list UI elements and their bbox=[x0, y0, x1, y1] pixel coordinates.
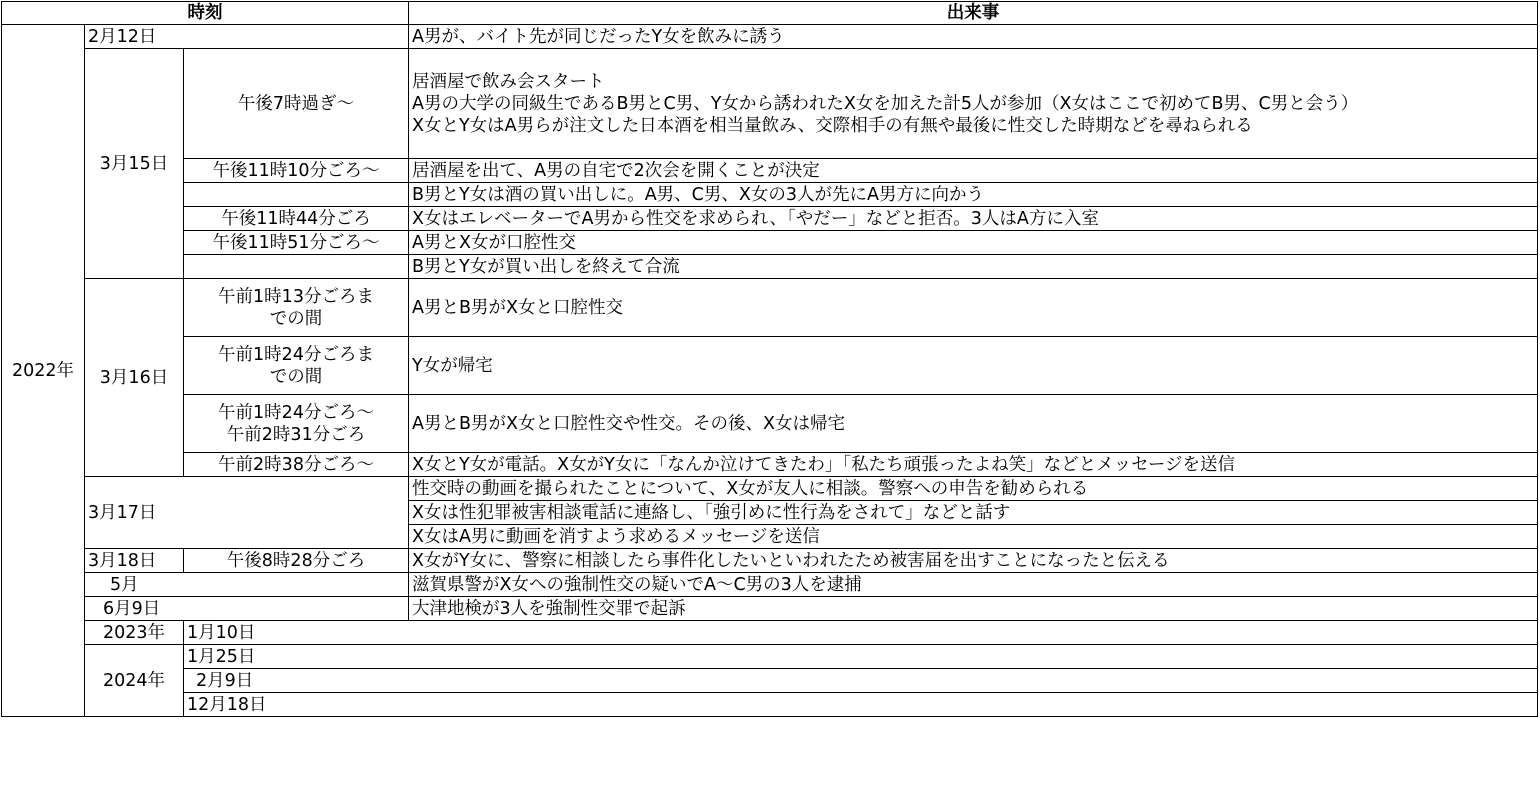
timeline-table-wrapper bbox=[1, 1, 1538, 717]
date-cell: 5月 bbox=[85, 573, 409, 597]
time-cell: 午後11時10分ごろ～ bbox=[184, 159, 409, 183]
event-cell: X女とY女が電話。X女がY女に「なんか泣けてきたわ」「私たち頑張ったよね笑」などとメッセージを送信 bbox=[409, 453, 1538, 477]
table-row bbox=[2, 621, 1538, 645]
table-row bbox=[2, 549, 1538, 573]
header-row bbox=[2, 2, 1538, 25]
date-cell: 3月18日 bbox=[85, 549, 184, 573]
date-cell: 1月25日 bbox=[184, 645, 1538, 669]
date-cell: 6月9日 bbox=[85, 597, 409, 621]
table-row bbox=[2, 573, 1538, 597]
event-cell: X女はエレベーターでA男から性交を求められ、「やだー」などと拒否。3人はA方に入室 bbox=[409, 207, 1538, 231]
time-cell: 午前2時38分ごろ～ bbox=[184, 453, 409, 477]
date-cell: 12月18日 bbox=[184, 693, 1538, 717]
event-cell: X女はA男に動画を消すよう求めるメッセージを送信 bbox=[409, 525, 1538, 549]
time-cell bbox=[184, 183, 409, 207]
event-cell: 滋賀県警がX女への強制性交の疑いでA～C男の3人を逮捕 bbox=[409, 573, 1538, 597]
time-cell bbox=[184, 255, 409, 279]
table-row bbox=[2, 395, 1538, 453]
header-time: 時刻 bbox=[2, 2, 409, 25]
event-cell bbox=[409, 49, 1538, 159]
event-line: X女とY女はA男らが注文した日本酒を相当量飲み、交際相手の有無や最後に性交した時期などを尋ねられる bbox=[412, 115, 1253, 136]
time-cell bbox=[184, 279, 409, 337]
table-row bbox=[2, 477, 1538, 501]
time-cell bbox=[184, 395, 409, 453]
time-line: での間 bbox=[269, 308, 323, 329]
table-row bbox=[2, 231, 1538, 255]
event-cell: Y女が帰宅 bbox=[409, 337, 1538, 395]
timeline-table bbox=[1, 1, 1538, 717]
event-cell: 性交時の動画を撮られたことについて、X女が友人に相談。警察への申告を勧められる bbox=[409, 477, 1538, 501]
event-line: A男の大学の同級生であるB男とC男、Y女から誘われたX女を加えた計5人が参加（X女はここで初めてB男、C男と会う） bbox=[412, 93, 1359, 114]
event-cell: A男とB男がX女と口腔性交 bbox=[409, 279, 1538, 337]
time-cell: 午後11時51分ごろ～ bbox=[184, 231, 409, 255]
date-cell: 3月15日 bbox=[85, 49, 184, 279]
date-cell: 3月16日 bbox=[85, 279, 184, 477]
event-line: 居酒屋で飲み会スタート bbox=[412, 71, 605, 92]
table-row bbox=[2, 207, 1538, 231]
year-cell: 2022年 bbox=[2, 25, 85, 717]
event-cell: 大津地検が3人を強制性交罪で起訴 bbox=[409, 597, 1538, 621]
table-row bbox=[2, 337, 1538, 395]
event-cell: A男とX女が口腔性交 bbox=[409, 231, 1538, 255]
time-line: 午前1時24分ごろ～ bbox=[218, 402, 374, 423]
table-row bbox=[2, 49, 1538, 159]
time-cell: 午後11時44分ごろ bbox=[184, 207, 409, 231]
time-cell: 午後8時28分ごろ bbox=[184, 549, 409, 573]
table-row bbox=[2, 597, 1538, 621]
time-cell bbox=[184, 337, 409, 395]
header-event: 出来事 bbox=[409, 2, 1538, 25]
event-cell: B男とY女が買い出しを終えて合流 bbox=[409, 255, 1538, 279]
table-row bbox=[2, 25, 1538, 49]
year-cell: 2024年 bbox=[85, 645, 184, 717]
table-row bbox=[2, 279, 1538, 337]
time-line: 午前2時31分ごろ bbox=[226, 424, 366, 445]
time-line: 午前1時13分ごろま bbox=[218, 286, 374, 307]
table-row bbox=[2, 159, 1538, 183]
event-cell: A男とB男がX女と口腔性交や性交。その後、X女は帰宅 bbox=[409, 395, 1538, 453]
date-cell: 2月9日 bbox=[184, 669, 1538, 693]
year-cell: 2023年 bbox=[85, 621, 184, 645]
table-row bbox=[2, 693, 1538, 717]
time-cell: 午後7時過ぎ～ bbox=[184, 49, 409, 159]
time-line: 午前1時24分ごろま bbox=[218, 344, 374, 365]
event-cell: 居酒屋を出て、A男の自宅で2次会を開くことが決定 bbox=[409, 159, 1538, 183]
date-cell: 3月17日 bbox=[85, 477, 409, 549]
date-cell: 1月10日 bbox=[184, 621, 1538, 645]
event-cell: X女がY女に、警察に相談したら事件化したいといわれたため被害届を出すことになったと伝える bbox=[409, 549, 1538, 573]
event-cell: B男とY女は酒の買い出しに。A男、C男、X女の3人が先にA男方に向かう bbox=[409, 183, 1538, 207]
table-row bbox=[2, 645, 1538, 669]
table-row bbox=[2, 669, 1538, 693]
date-cell: 2月12日 bbox=[85, 25, 409, 49]
time-line: での間 bbox=[269, 366, 323, 387]
table-row bbox=[2, 453, 1538, 477]
event-cell: X女は性犯罪被害相談電話に連絡し、「強引めに性行為をされて」などと話す bbox=[409, 501, 1538, 525]
event-cell: A男が、バイト先が同じだったY女を飲みに誘う bbox=[409, 25, 1538, 49]
table-row bbox=[2, 255, 1538, 279]
table-row bbox=[2, 183, 1538, 207]
